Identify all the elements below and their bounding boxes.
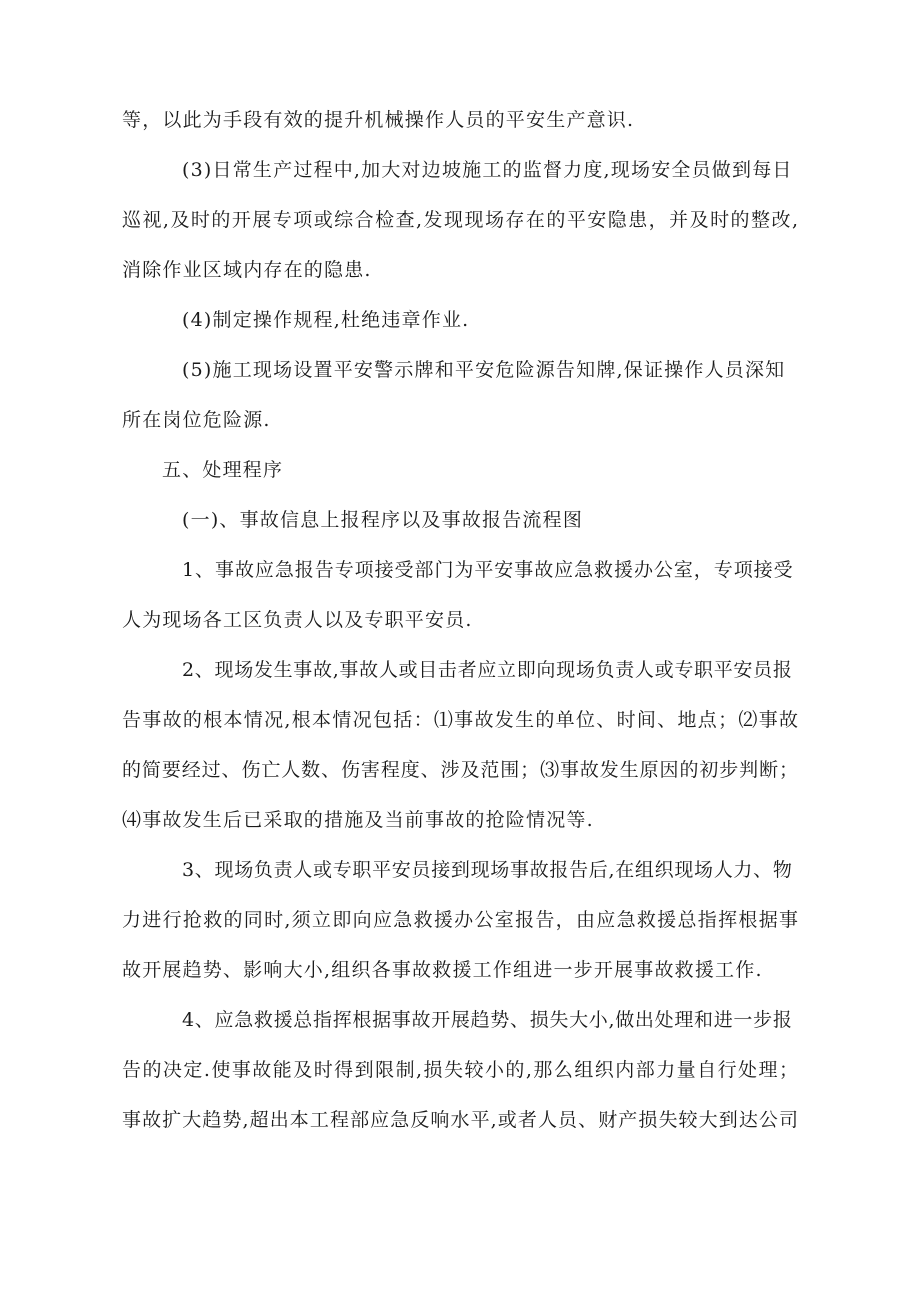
paragraph-line: 1、事故应急报告专项接受部门为平安事故应急救援办公室，专项接受 xyxy=(182,559,794,581)
paragraph-line: 告的决定.使事故能及时得到限制,损失较小的,那么组织内部力量自行处理； xyxy=(122,1059,798,1081)
paragraph-line: 事故扩大趋势,超出本工程部应急反响水平,或者人员、财产损失较大到达公司 xyxy=(122,1109,798,1131)
paragraph-line: 告事故的根本情况,根本情况包括：⑴事故发生的单位、时间、地点；⑵事故 xyxy=(122,709,798,731)
paragraph-line: 巡视,及时的开展专项或综合检查,发现现场存在的平安隐患，并及时的整改, xyxy=(122,209,798,231)
paragraph-line: 4、应急救援总指挥根据事故开展趋势、损失大小,做出处理和进一步报 xyxy=(182,1009,793,1031)
paragraph-line: 人为现场各工区负责人以及专职平安员. xyxy=(122,609,473,631)
paragraph-line: 力进行抢救的同时,须立即向应急救援办公室报告，由应急救援总指挥根据事 xyxy=(122,909,798,931)
paragraph-line: 故开展趋势、影响大小,组织各事故救援工作组进一步开展事故救援工作. xyxy=(122,959,763,981)
paragraph-line: 的简要经过、伤亡人数、伤害程度、涉及范围；⑶事故发生原因的初步判断； xyxy=(122,759,798,781)
paragraph-line: (4)制定操作规程,杜绝违章作业. xyxy=(182,309,470,331)
paragraph-line: 等，以此为手段有效的提升机械操作人员的平安生产意识. xyxy=(122,109,635,131)
paragraph-line: ⑷事故发生后已采取的措施及当前事故的抢险情况等. xyxy=(122,809,594,831)
paragraph-line: (5)施工现场设置平安警示牌和平安危险源告知牌,保证操作人员深知 xyxy=(182,359,786,381)
paragraph-line: 2、现场发生事故,事故人或目击者应立即向现场负责人或专职平安员报 xyxy=(182,659,793,681)
paragraph-line: (3)日常生产过程中,加大对边坡施工的监督力度,现场安全员做到每日 xyxy=(182,159,793,181)
paragraph-line: 所在岗位危险源. xyxy=(122,409,271,431)
section-heading: 五、处理程序 xyxy=(162,459,284,481)
subsection-heading: (一)、事故信息上报程序以及事故报告流程图 xyxy=(182,509,584,531)
paragraph-line: 3、现场负责人或专职平安员接到现场事故报告后,在组织现场人力、物 xyxy=(182,859,793,881)
paragraph-line: 消除作业区域内存在的隐患. xyxy=(122,259,372,281)
